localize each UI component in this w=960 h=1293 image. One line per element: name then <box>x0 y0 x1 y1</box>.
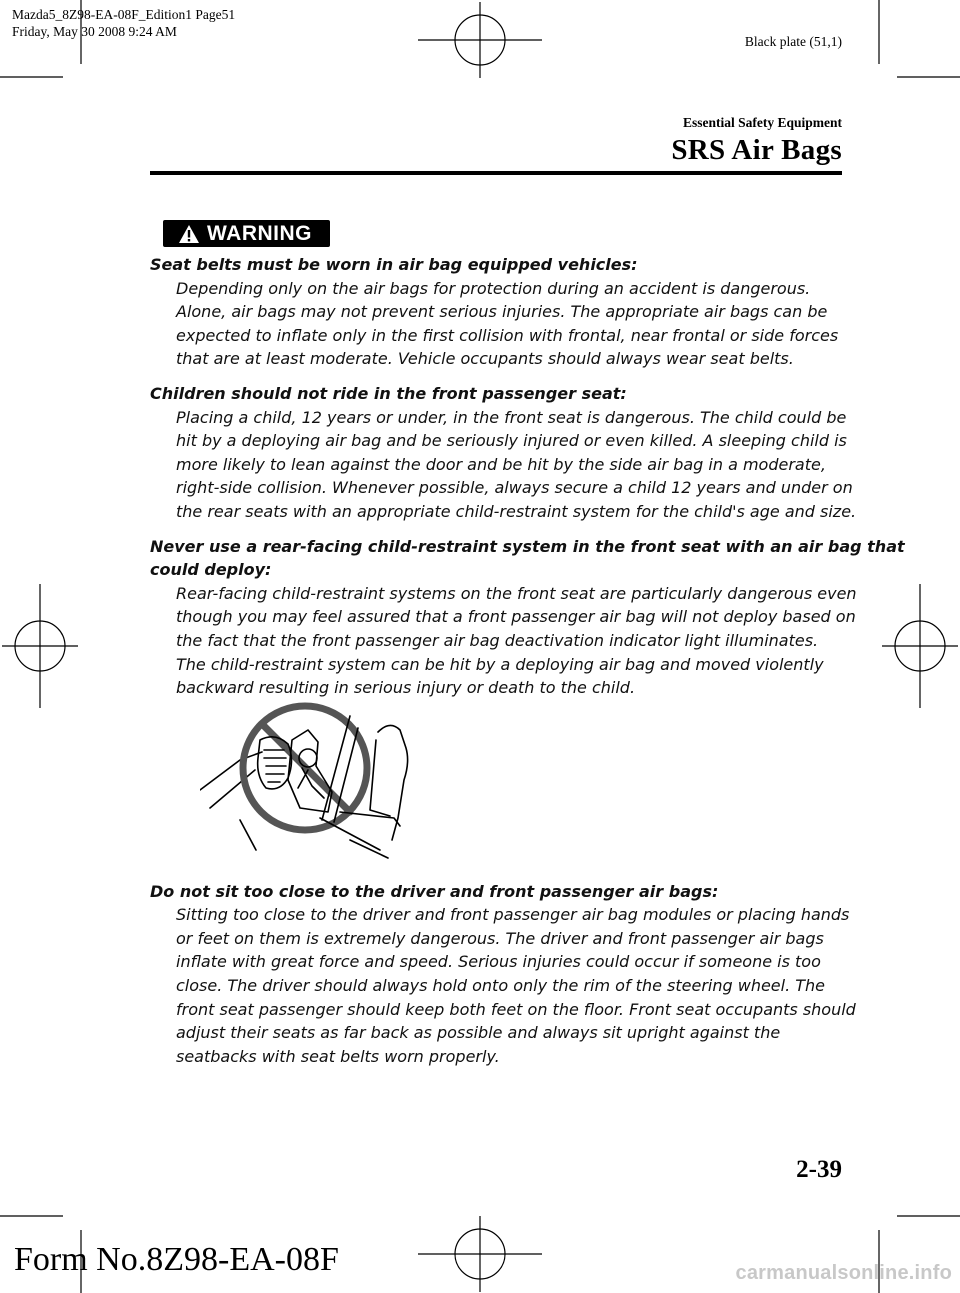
warning-item-rear-facing-restraint <box>150 535 905 869</box>
item-heading: Children should not ride in the front passenger seat: <box>150 383 627 403</box>
body-line: hit by a deploying air bag and be seriously injured or even killed. A sleeping child is <box>176 431 847 451</box>
illustration-container <box>150 700 850 869</box>
body-line: front seat passenger should keep both feet on the floor. Front seat occupants should <box>176 999 856 1019</box>
item-heading: Seat belts must be worn in air bag equipped vehicles: <box>150 255 638 274</box>
print-meta-line-1: Mazda5_8Z98-EA-08F_Edition1 Page51 <box>12 7 236 22</box>
body-line: more likely to lean against the door and be hit by the side air bag in a moderate, <box>176 454 826 474</box>
watermark-text: carmanualsonline.info <box>735 1262 952 1284</box>
body-line: Rear-facing child-restraint systems on the front seat are particularly dangerous even <box>176 583 857 603</box>
page-number: 2-39 <box>796 1156 842 1183</box>
body-line: expected to inflate only in the first collision with frontal, near frontal or side forces <box>176 325 839 345</box>
body-line: Placing a child, 12 years or under, in the front seat is dangerous. The child could be <box>176 407 847 427</box>
item-body <box>150 277 850 371</box>
prohibited-rear-facing-child-seat-illustration <box>200 700 450 860</box>
warning-badge <box>163 220 330 247</box>
warning-item-children-front-seat <box>150 382 857 524</box>
plate-label: Black plate (51,1) <box>744 34 842 49</box>
body-line: close. The driver should always hold onto only the rim of the steering wheel. The <box>176 976 826 996</box>
body-line: Alone, air bags may not prevent serious injuries. The appropriate air bags can be <box>176 302 828 322</box>
body-line: seatbacks with seat belts worn properly. <box>176 1046 500 1066</box>
item-heading: Do not sit too close to the driver and front passenger air bags: <box>150 881 719 901</box>
page-title: SRS Air Bags <box>671 134 842 166</box>
item-heading <box>150 535 905 582</box>
header-rule <box>150 171 842 175</box>
body-line: Depending only on the air bags for protection during an accident is dangerous. <box>176 278 811 298</box>
print-metadata <box>12 6 235 40</box>
body-line: inflate with great force and speed. Serious injuries could occur if someone is too <box>176 952 821 972</box>
body-line: adjust their seats as far back as possible and always sit upright against the <box>176 1023 781 1043</box>
body-line: backward resulting in serious injury or death to the child. <box>176 678 636 698</box>
heading-line: could deploy: <box>150 560 272 580</box>
body-line: that are at least moderate. Vehicle occupants should always wear seat belts. <box>176 349 794 369</box>
body-line: though you may feel assured that a front passenger air bag will not deploy based on <box>176 607 856 627</box>
warning-item-sit-too-close <box>150 880 856 1069</box>
heading-line: Never use a rear-facing child-restraint system in the front seat with an air bag that <box>150 536 905 556</box>
warning-item-seat-belts <box>150 253 850 371</box>
body-line: or feet on them is extremely dangerous. The driver and front passenger air bags <box>176 928 824 948</box>
body-line: right-side collision. Whenever possible, always secure a child 12 years and under on <box>176 478 853 498</box>
print-meta-line-2: Friday, May 30 2008 9:24 AM <box>12 24 177 39</box>
body-line: Sitting too close to the driver and front passenger air bag modules or placing hands <box>176 905 850 925</box>
body-line: The child-restraint system can be hit by a deploying air bag and moved violently <box>176 654 824 674</box>
warning-content <box>150 253 905 1079</box>
item-body <box>150 582 857 700</box>
warning-label: WARNING <box>207 221 312 245</box>
body-line: the fact that the front passenger air bag deactivation indicator light illuminates. <box>176 630 819 650</box>
section-label: Essential Safety Equipment <box>682 115 842 130</box>
item-body <box>150 406 857 524</box>
warning-triangle-icon <box>178 224 200 244</box>
form-number: Form No.8Z98-EA-08F <box>14 1241 339 1278</box>
item-body <box>150 903 856 1068</box>
body-line: the rear seats with an appropriate child-restraint system for the child's age and size. <box>176 501 857 521</box>
